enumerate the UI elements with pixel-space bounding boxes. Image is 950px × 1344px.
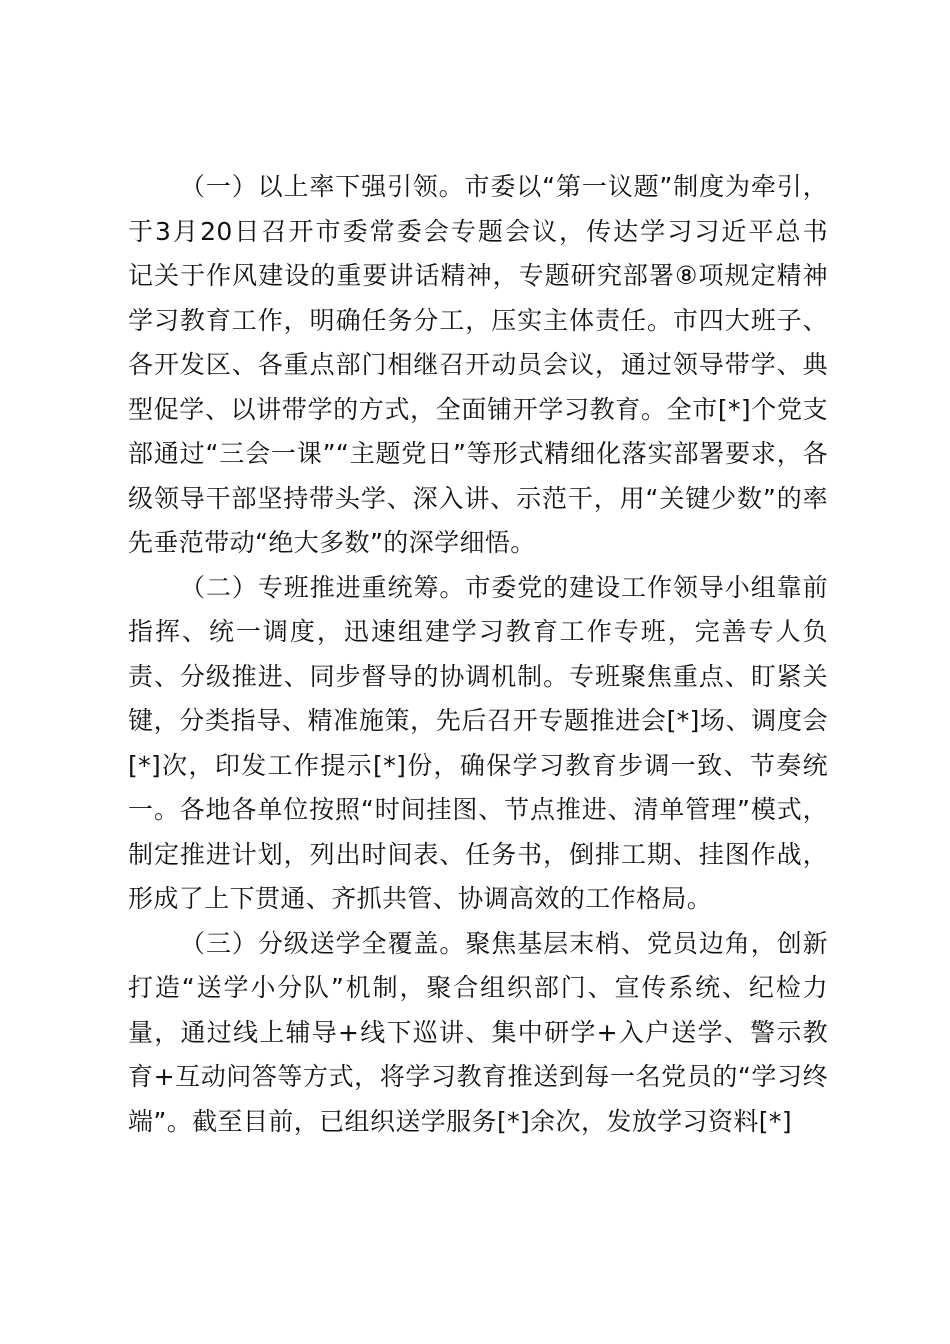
text-line: 打造“送学小分队”机制，聚合组织部门、宣传系统、纪检力 xyxy=(128,973,828,1002)
text-line: 键，分类指导、精准施策，先后召开专题推进会[*]场、调度会 xyxy=(128,706,828,735)
text-line: 端”。截至目前，已组织送学服务[*]余次，发放学习资料[*] xyxy=(128,1106,792,1136)
text-line: 级领导干部坚持带头学、深入讲、示范干，用“关键少数”的率 xyxy=(128,483,828,513)
text-line: 责、分级推进、同步督导的协调机制。专班聚焦重点、盯紧关 xyxy=(128,661,828,691)
text-line: 指挥、统一调度，迅速组建学习教育工作专班，完善专人负 xyxy=(128,617,828,646)
text-line: 各开发区、各重点部门相继召开动员会议，通过领导带学、典 xyxy=(128,350,828,379)
text-line: 育+互动问答等方式，将学习教育推送到每一名党员的“学习终 xyxy=(128,1062,828,1091)
text-line: （三）分级送学全覆盖。聚焦基层末梢、党员边角，创新 xyxy=(180,928,828,958)
text-line: 一。各地各单位按照“时间挂图、节点推进、清单管理”模式， xyxy=(128,795,828,824)
paragraph-3 xyxy=(128,922,828,1145)
text-line: 记关于作风建设的重要讲话精神，专题研究部署⑧项规定精神 xyxy=(128,261,828,290)
text-line: 先垂范带动“绝大多数”的深学细悟。 xyxy=(128,528,536,557)
document-body xyxy=(128,165,828,1144)
text-line: 于3月20日召开市委常委会专题会议，传达学习习近平总书 xyxy=(128,216,828,246)
text-line: 量，通过线上辅导+线下巡讲、集中研学+入户送学、警示教 xyxy=(128,1017,828,1047)
paragraph-1 xyxy=(128,165,828,566)
text-line: 形成了上下贯通、齐抓共管、协调高效的工作格局。 xyxy=(128,884,713,913)
text-line: 制定推进计划，列出时间表、任务书，倒排工期、挂图作战， xyxy=(128,839,828,869)
text-line: [*]次，印发工作提示[*]份，确保学习教育步调一致、节奏统 xyxy=(128,750,828,780)
text-line: （一）以上率下强引领。市委以“第一议题”制度为牵引， xyxy=(180,172,828,201)
paragraph-2 xyxy=(128,566,828,922)
text-line: 部通过“三会一课”“主题党日”等形式精细化落实部署要求，各 xyxy=(128,439,828,468)
text-line: 学习教育工作，明确任务分工，压实主体责任。市四大班子、 xyxy=(128,305,828,335)
text-line: 型促学、以讲带学的方式，全面铺开学习教育。全市[*]个党支 xyxy=(128,394,828,424)
text-line: （二）专班推进重统筹。市委党的建设工作领导小组靠前 xyxy=(180,572,828,602)
